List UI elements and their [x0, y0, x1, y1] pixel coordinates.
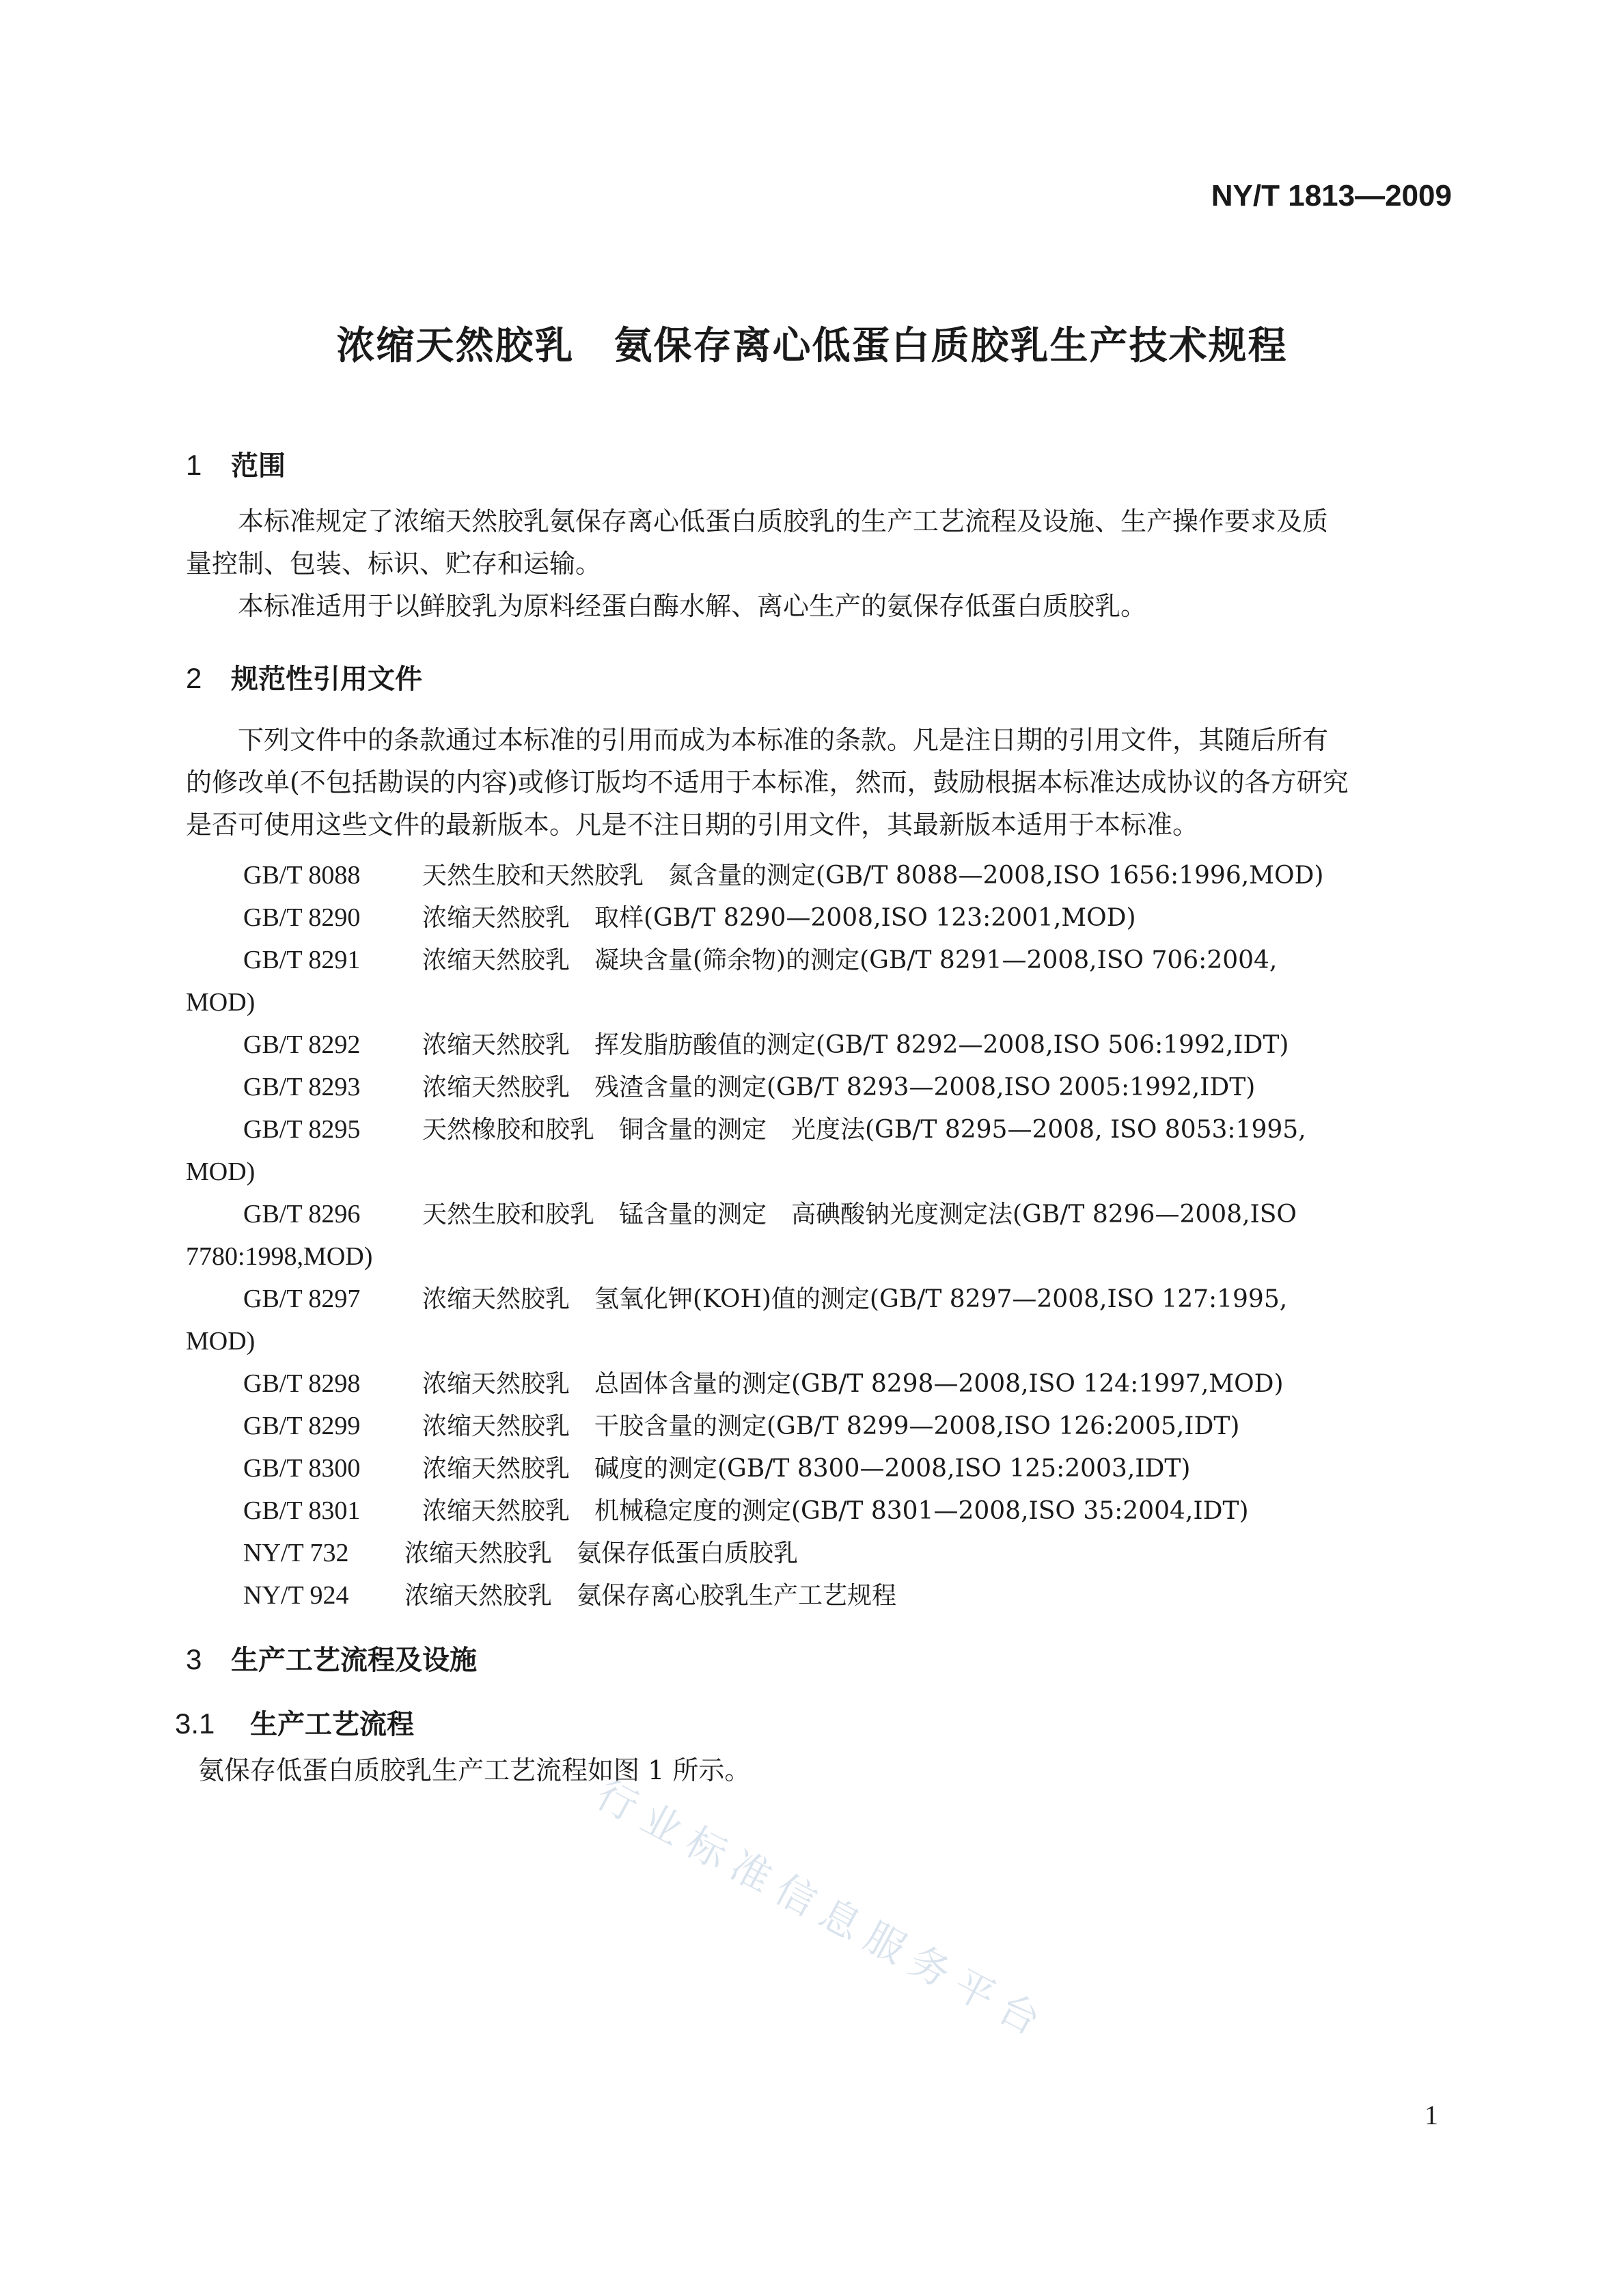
reference-desc: 浓缩天然胶乳 取样(GB/T 8290—2008,ISO 123:2001,MOD)	[422, 904, 1136, 932]
section-number: 3	[186, 1643, 202, 1675]
reference-code: GB/T 8088	[243, 861, 361, 890]
text-line: 下列文件中的条款通过本标准的引用而成为本标准的条款。凡是注日期的引用文件，其随后所有	[238, 725, 1329, 755]
reference-desc: 浓缩天然胶乳 残渣含量的测定(GB/T 8293—2008,ISO 2005:1992,IDT)	[422, 1073, 1256, 1101]
reference-item	[186, 1362, 1457, 1405]
reference-item	[186, 1574, 1457, 1617]
reference-desc: 浓缩天然胶乳 氢氧化钾(KOH)值的测定(GB/T 8297—2008,ISO 127:1995,	[422, 1285, 1288, 1313]
reference-desc: 天然橡胶和胶乳 铜含量的测定 光度法(GB/T 8295—2008, ISO 8053:1995,	[422, 1116, 1306, 1144]
reference-continuation: MOD)	[186, 988, 256, 1017]
reference-item	[186, 1447, 1457, 1490]
reference-continuation: MOD)	[186, 1157, 256, 1186]
reference-continuation: 7780:1998,MOD)	[186, 1242, 373, 1271]
reference-desc: 天然生胶和天然胶乳 氮含量的测定(GB/T 8088—2008,ISO 1656:1996,MOD)	[422, 862, 1324, 890]
reference-desc: 浓缩天然胶乳 凝块含量(筛余物)的测定(GB/T 8291—2008,ISO 706:2004,	[422, 946, 1278, 974]
reference-code: GB/T 8299	[243, 1412, 361, 1440]
reference-code: GB/T 8291	[243, 946, 361, 974]
section-1-heading	[186, 444, 286, 483]
reference-code: GB/T 8301	[243, 1496, 361, 1525]
reference-desc: 天然生胶和胶乳 锰含量的测定 高碘酸钠光度测定法(GB/T 8296—2008,ISO	[422, 1200, 1297, 1229]
reference-code: GB/T 8297	[243, 1285, 361, 1313]
section-2-heading	[186, 657, 422, 696]
section-number: 1	[186, 449, 202, 481]
standard-code: NY/T 1813—2009	[1211, 179, 1452, 212]
normative-intro	[186, 719, 1448, 846]
section-number: 3.1	[175, 1707, 215, 1740]
document-title: 浓缩天然胶乳 氨保存离心低蛋白质胶乳生产技术规程	[336, 324, 1288, 368]
reference-item	[186, 1490, 1457, 1532]
reference-item	[186, 1532, 1457, 1574]
reference-desc: 浓缩天然胶乳 干胶含量的测定(GB/T 8299—2008,ISO 126:2005,IDT)	[422, 1412, 1240, 1440]
reference-item	[186, 1405, 1457, 1447]
text-line: 量控制、包装、标识、贮存和运输。	[186, 549, 602, 579]
reference-list	[186, 854, 1457, 1617]
reference-item	[186, 1108, 1457, 1151]
page-number: 1	[1425, 2100, 1438, 2130]
section-3-1-heading	[175, 1703, 414, 1742]
reference-desc: 浓缩天然胶乳 机械稳定度的测定(GB/T 8301—2008,ISO 35:2004,IDT)	[422, 1497, 1249, 1525]
reference-item	[186, 939, 1457, 981]
process-flow-text	[186, 1749, 1448, 1792]
reference-desc: 浓缩天然胶乳 氨保存低蛋白质胶乳	[404, 1539, 799, 1567]
reference-item	[186, 896, 1457, 939]
text-line: 本标准适用于以鲜胶乳为原料经蛋白酶水解、离心生产的氨保存低蛋白质胶乳。	[238, 591, 1147, 621]
text-line: 的修改单(不包括勘误的内容)或修订版均不适用于本标准，然而，鼓励根据本标准达成协议的各方研究	[186, 767, 1349, 797]
reference-code: GB/T 8298	[243, 1369, 361, 1398]
reference-code: GB/T 8290	[243, 903, 361, 932]
section-title: 生产工艺流程及设施	[231, 1645, 477, 1676]
text-line: 本标准规定了浓缩天然胶乳氨保存离心低蛋白质胶乳的生产工艺流程及设施、生产操作要求及质	[238, 506, 1329, 536]
reference-code: GB/T 8296	[243, 1200, 361, 1229]
reference-code: GB/T 8295	[243, 1115, 361, 1144]
reference-desc: 浓缩天然胶乳 氨保存离心胶乳生产工艺规程	[404, 1582, 897, 1610]
text-line: 是否可使用这些文件的最新版本。凡是不注日期的引用文件，其最新版本适用于本标准。	[186, 810, 1199, 840]
section-number: 2	[186, 662, 202, 694]
reference-desc: 浓缩天然胶乳 总固体含量的测定(GB/T 8298—2008,ISO 124:1997,MOD)	[422, 1370, 1284, 1398]
reference-item	[186, 1193, 1457, 1235]
reference-code: NY/T 924	[243, 1581, 349, 1610]
reference-code: GB/T 8293	[243, 1073, 361, 1101]
reference-continuation: MOD)	[186, 1327, 256, 1356]
scope-paragraph	[186, 500, 1448, 627]
section-title: 规范性引用文件	[231, 663, 422, 695]
section-title: 范围	[231, 450, 286, 482]
reference-code: GB/T 8292	[243, 1030, 361, 1059]
reference-code: NY/T 732	[243, 1539, 349, 1567]
reference-item	[186, 1066, 1457, 1108]
reference-code: GB/T 8300	[243, 1454, 361, 1483]
reference-item	[186, 1024, 1457, 1066]
watermark: 行业标准信息服务平台	[588, 1770, 1058, 2049]
reference-item	[186, 854, 1457, 896]
section-3-heading	[186, 1638, 477, 1677]
reference-desc: 浓缩天然胶乳 碱度的测定(GB/T 8300—2008,ISO 125:2003,IDT)	[422, 1455, 1191, 1483]
text-line: 氨保存低蛋白质胶乳生产工艺流程如图 1 所示。	[198, 1755, 751, 1785]
section-title: 生产工艺流程	[250, 1709, 414, 1740]
reference-desc: 浓缩天然胶乳 挥发脂肪酸值的测定(GB/T 8292—2008,ISO 506:1992,IDT)	[422, 1031, 1289, 1059]
reference-item	[186, 1278, 1457, 1320]
